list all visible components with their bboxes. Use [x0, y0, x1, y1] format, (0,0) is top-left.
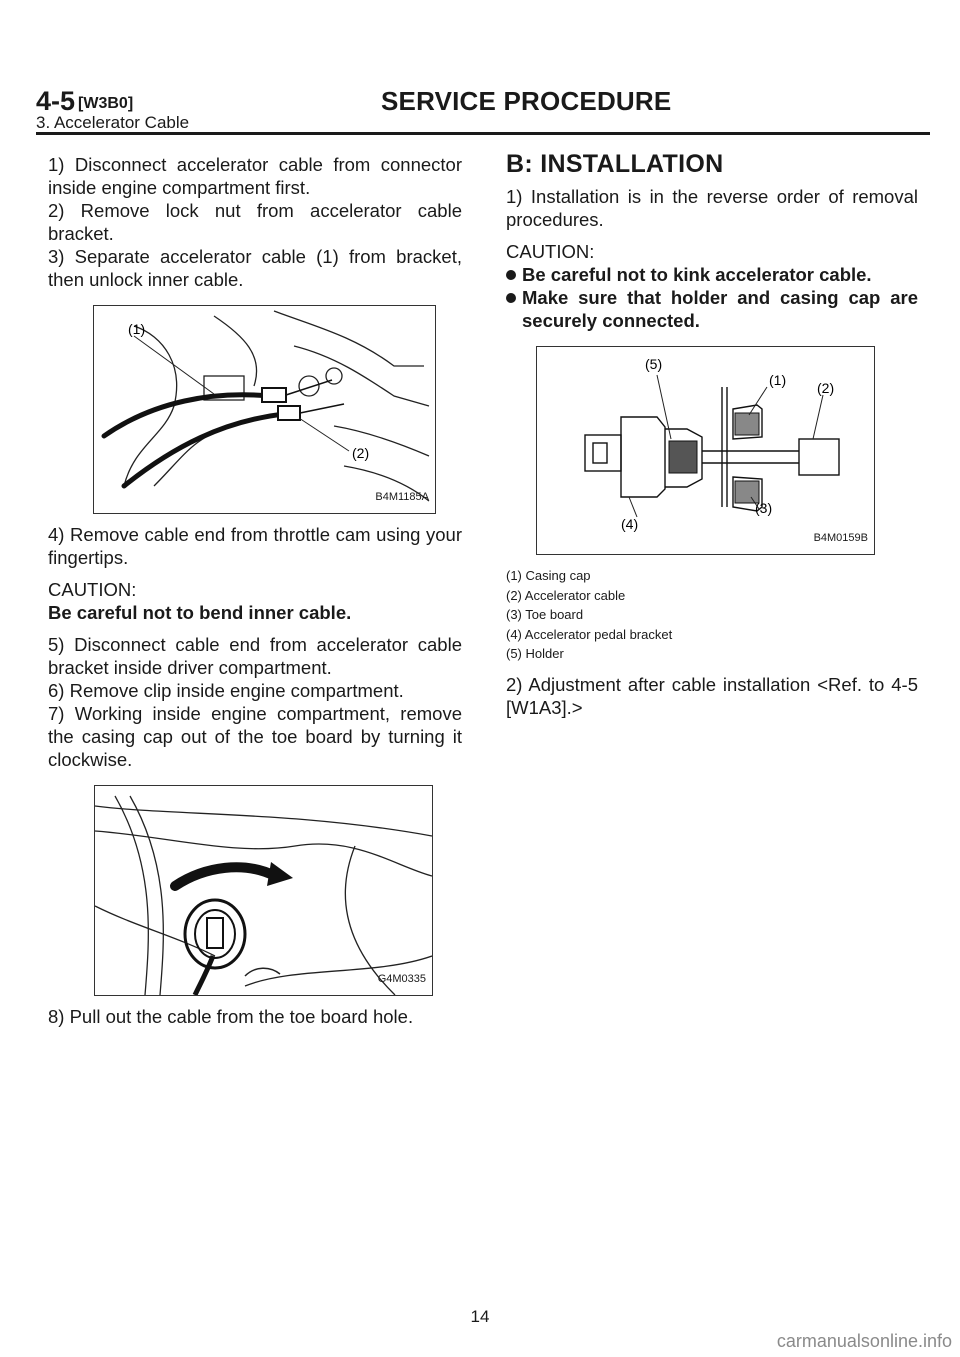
fig3-label-2: (2)	[817, 380, 835, 396]
section-code-number: 4-5	[36, 86, 76, 116]
fig1-label-2: (2)	[352, 445, 370, 461]
watermark: carmanualsonline.info	[776, 1331, 952, 1351]
fig1-label-1: (1)	[128, 321, 146, 337]
step-2: 2) Remove lock nut from accelerator cable bracket.	[48, 200, 462, 244]
step-5: 5) Disconnect cable end from accelerator cable bracket inside driver compartment.	[48, 634, 462, 678]
legend-item: (2) Accelerator cable	[506, 587, 626, 603]
caution-bullet-1	[506, 263, 918, 286]
figure-legend	[506, 566, 918, 664]
legend-item: (1) Casing cap	[506, 568, 591, 583]
casing-cap-illustration	[95, 786, 432, 995]
bullet-text: Be careful not to kink accelerator cable.	[522, 264, 872, 285]
bullet-text: Make sure that holder and casing cap are securely connected.	[522, 287, 918, 331]
fig3-label-4: (4)	[621, 516, 639, 532]
step-3: 3) Separate accelerator cable (1) from bracket, then unlock inner cable.	[48, 246, 462, 290]
page-subtitle: 3. Accelerator Cable	[36, 113, 190, 132]
step-1: 1) Disconnect accelerator cable from connector inside engine compartment first.	[48, 154, 462, 198]
step-4: 4) Remove cable end from throttle cam using your fingertips.	[48, 524, 462, 568]
figure-throttle-cable	[93, 305, 436, 514]
caution-text: Be careful not to bend inner cable.	[48, 602, 352, 623]
install-step-2: 2) Adjustment after cable installation <Ref. to 4-5 [W1A3].>	[506, 673, 918, 718]
throttle-cable-illustration	[94, 306, 435, 513]
section-ref: [W3B0]	[78, 95, 134, 112]
step-6: 6) Remove clip inside engine compartment.	[48, 680, 404, 701]
legend-item: (4) Accelerator pedal bracket	[506, 626, 673, 642]
figure-holder-cap	[536, 346, 875, 555]
caution-label: CAUTION:	[48, 579, 137, 600]
step-8: 8) Pull out the cable from the toe board hole.	[48, 1006, 414, 1027]
bullet-icon	[506, 293, 516, 303]
fig3-label-3: (3)	[755, 500, 773, 516]
holder-cap-illustration	[537, 347, 874, 554]
step-7: 7) Working inside engine compartment, remove the casing cap out of the toe board by turning it clockwise.	[48, 703, 462, 770]
figure-casing-cap	[94, 785, 433, 996]
legend-item: (3) Toe board	[506, 607, 584, 622]
section-heading: B: INSTALLATION	[506, 150, 724, 178]
install-step-1: 1) Installation is in the reverse order of removal procedures.	[506, 186, 918, 230]
page-title: SERVICE PROCEDURE	[381, 86, 672, 116]
left-column	[48, 153, 462, 1028]
fig3-label-5: (5)	[645, 356, 663, 372]
caution-label: CAUTION:	[506, 241, 595, 262]
figure-id: B4M0159B	[813, 532, 868, 544]
legend-item: (5) Holder	[506, 646, 564, 661]
figure-id: B4M1185A	[375, 491, 429, 503]
bullet-icon	[506, 270, 516, 280]
page-number: 14	[470, 1307, 490, 1326]
header-rule	[36, 132, 930, 135]
fig3-label-1: (1)	[769, 372, 787, 388]
caution-bullet-2	[506, 286, 918, 332]
right-column	[506, 150, 918, 719]
figure-id: G4M0335	[377, 973, 426, 985]
